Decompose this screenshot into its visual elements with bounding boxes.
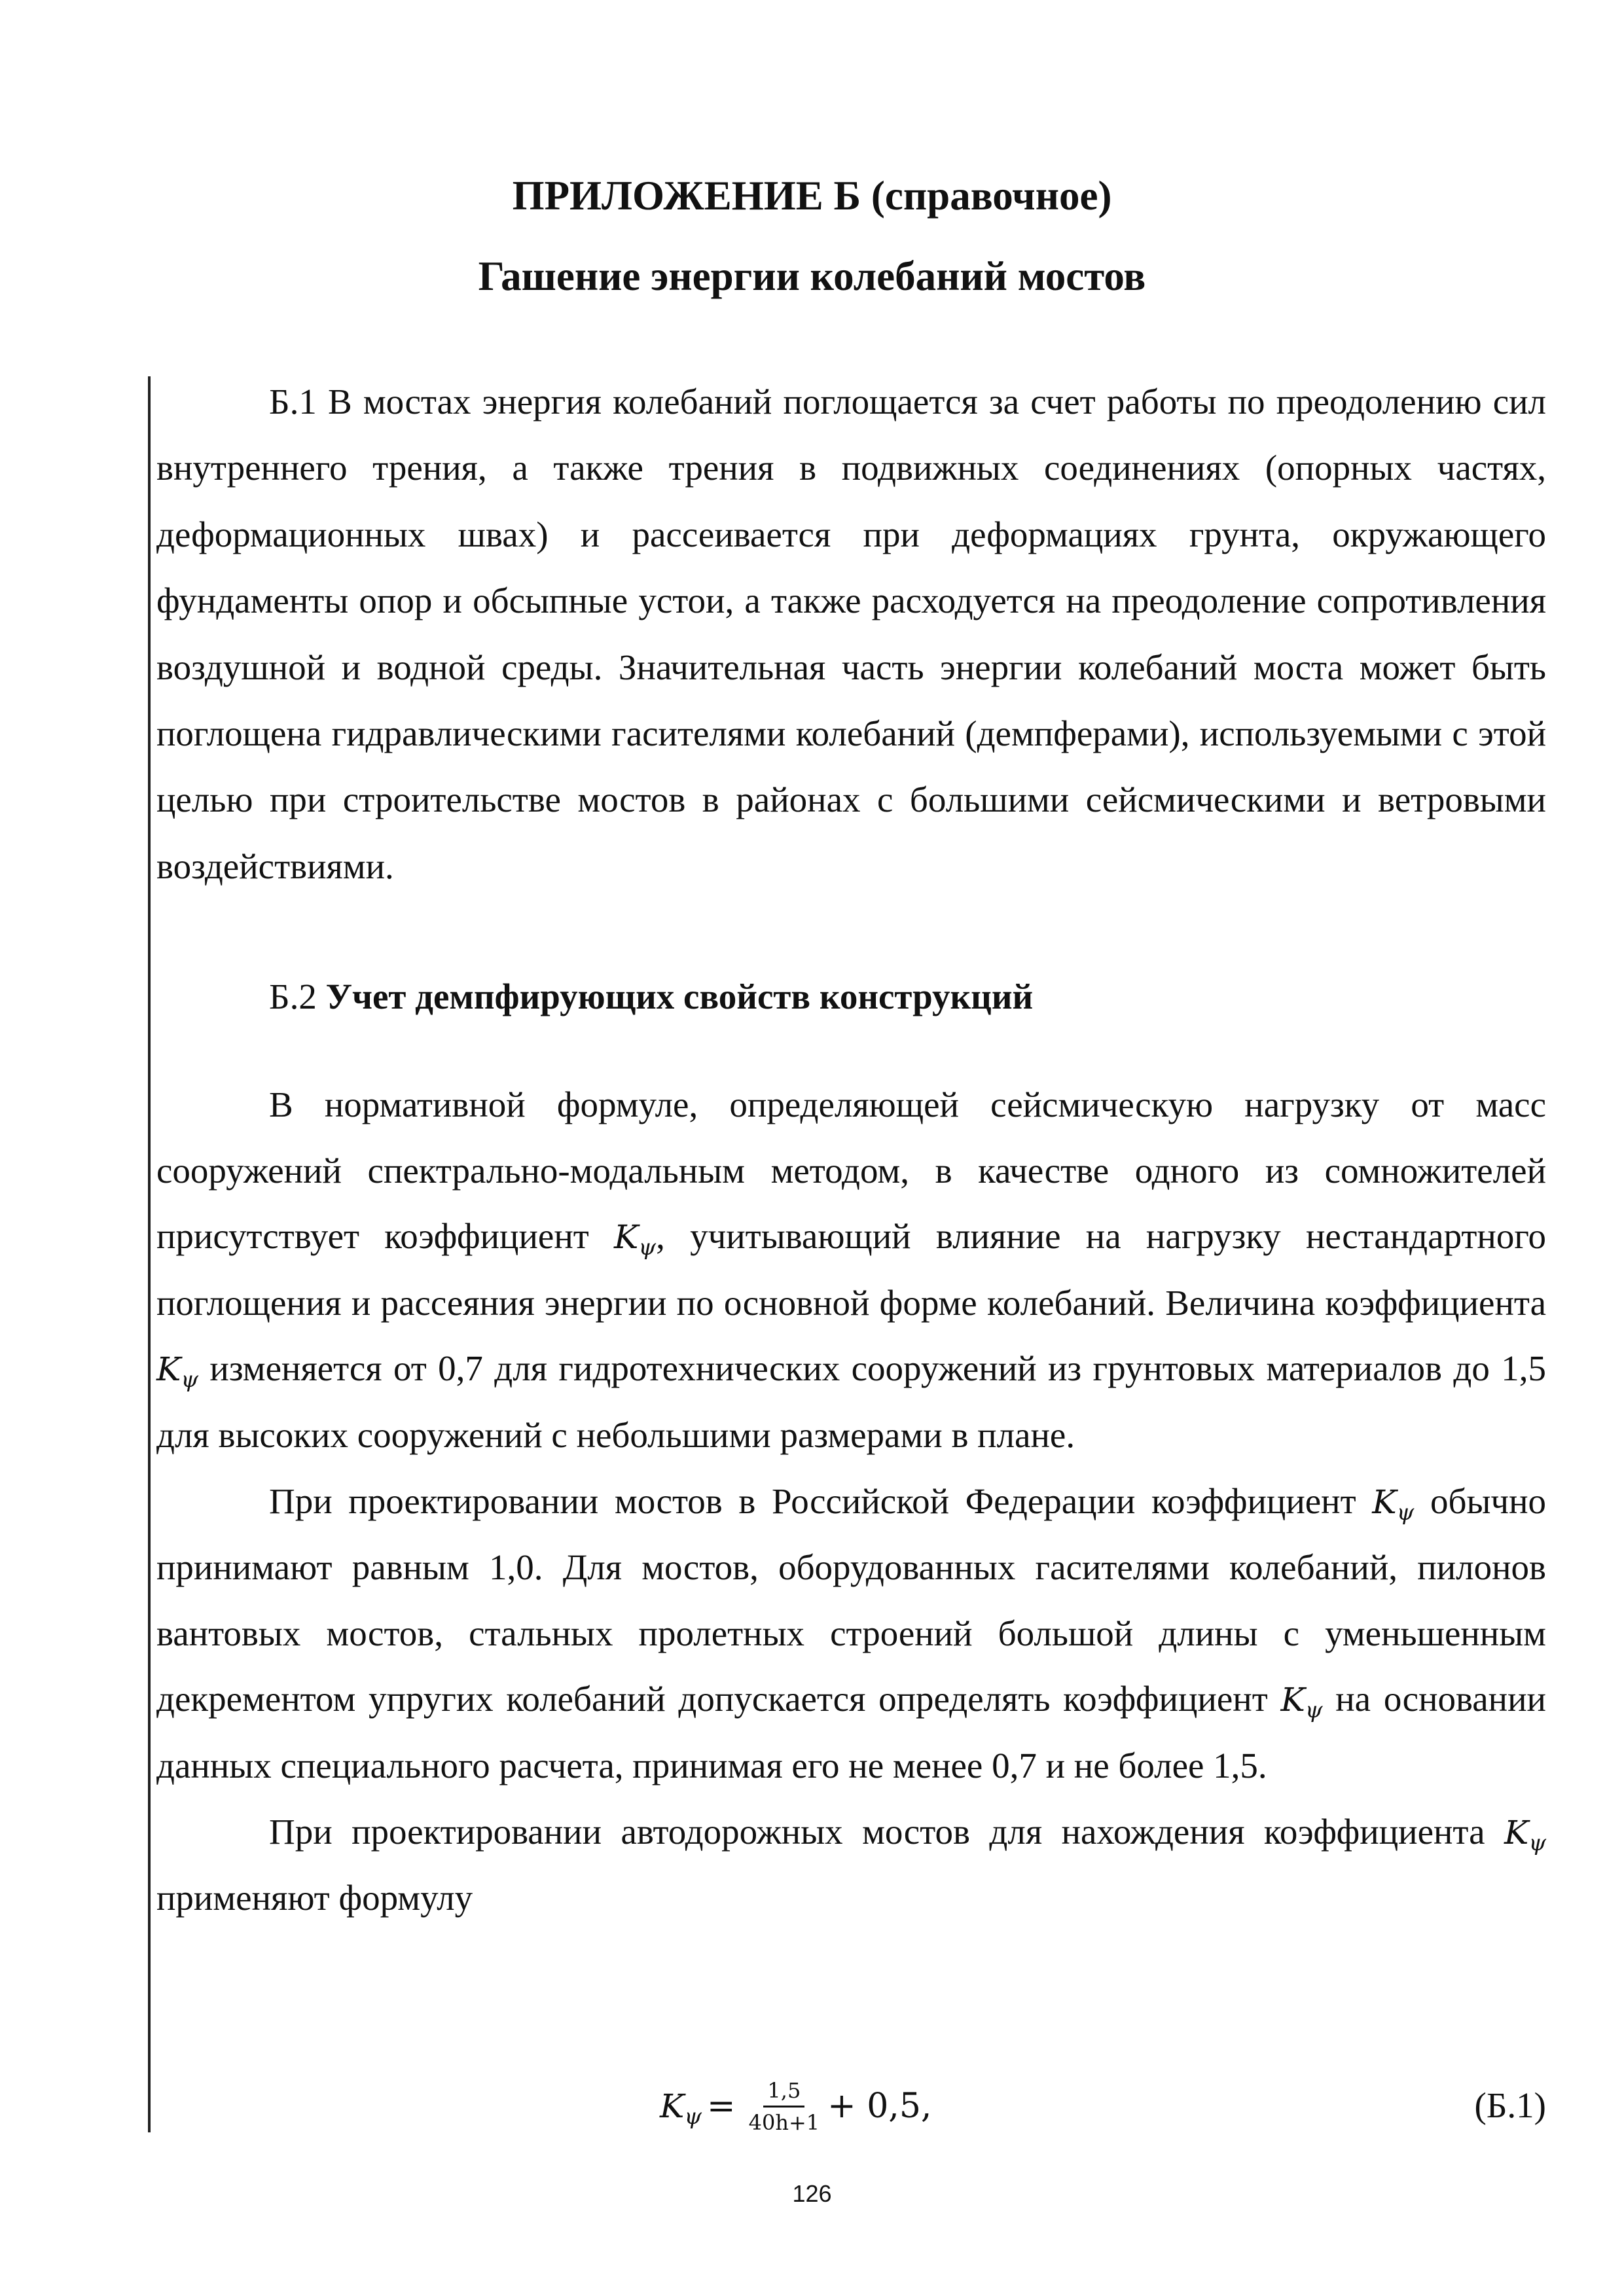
revision-change-bar xyxy=(148,376,151,2132)
paragraph-b1: Б.1 В мостах энергия колебаний поглощается за счет работы по преодолению сил внутреннего трения, а также трения в подвижных соединениях (опорных частях, деформационных швах) и рассеивается при деформациях грунта, окружающего фундаменты опор и обсыпные устои, а также расходуется на преодоление сопротивления воздушной и водной среды. Значительная часть энергии колебаний моста может быть поглощена гидравлическими гасителями колебаний (демпферами), используемыми с этой целью при строительстве мостов в районах с большими сейсмическими и ветровыми воздействиями. xyxy=(156,382,1546,886)
section-b2-body xyxy=(156,1072,1546,1931)
formula-fraction xyxy=(749,2078,820,2135)
paragraph-normative-formula: В нормативной формуле, определяющей сейсмическую нагрузку от масс сооружений спектрально-модальным методом, в качестве одного из сомножителей присутствует коэффициент $K_\psi$, учитывающий влияние на нагрузку нестандартного поглощения и рассеяния энергии по основной форме колебаний. Величина коэффициента $K_\psi$ изменяется от 0,7 для гидротехнических сооружений из грунтовых материалов до 1,5 для высоких сооружений с небольшими размерами в плане. xyxy=(156,1085,1547,1455)
section-b1 xyxy=(156,368,1546,899)
appendix-subtitle: Гашение энергии колебаний мостов xyxy=(478,253,1146,299)
k-psi-symbol: $K_\psi$ xyxy=(1372,1482,1415,1526)
section-number: Б.2 xyxy=(269,977,317,1016)
formula-b1 xyxy=(660,2070,931,2142)
appendix-title: ПРИЛОЖЕНИЕ Б (справочное) xyxy=(512,173,1112,219)
k-psi-symbol: $K_\psi$ xyxy=(660,2087,702,2130)
section-b2-heading xyxy=(156,963,1546,1030)
equals-sign: = xyxy=(707,2087,736,2126)
page-number: 126 xyxy=(792,2180,832,2207)
formula-remainder: + 0,5, xyxy=(827,2087,932,2126)
paragraph-russian-federation: При проектировании мостов в Российской Федерации коэффициент $K_\psi$ обычно принимают равным 1,0. Для мостов, оборудованных гасителями колебаний, пилонов вантовых мостов, стальных пролетных строений большой длины с уменьшенным декрементом упругих колебаний допускается определять коэффициент $K_\psi$ на основании данных специального расчета, принимая его не менее 0,7 и не более 1,5. xyxy=(156,1480,1547,1785)
paragraph-road-bridges: При проектировании автодорожных мостов для нахождения коэффициента $K_\psi$ применяют формулу xyxy=(156,1811,1547,1918)
equation-number: (Б.1) xyxy=(1474,2085,1546,2125)
k-psi-symbol: $K_\psi$ xyxy=(614,1218,657,1261)
paragraph-b2-heading xyxy=(156,963,1546,1030)
section-title: Учет демпфирующих свойств конструкций xyxy=(325,977,1034,1016)
k-psi-symbol: $K_\psi$ xyxy=(1504,1813,1547,1856)
fraction-numerator: 1,5 xyxy=(763,2078,804,2108)
fraction-denominator: 40h+1 xyxy=(748,2109,820,2135)
k-psi-symbol: $K_\psi$ xyxy=(156,1350,199,1393)
k-psi-symbol: $K_\psi$ xyxy=(1280,1681,1323,1724)
